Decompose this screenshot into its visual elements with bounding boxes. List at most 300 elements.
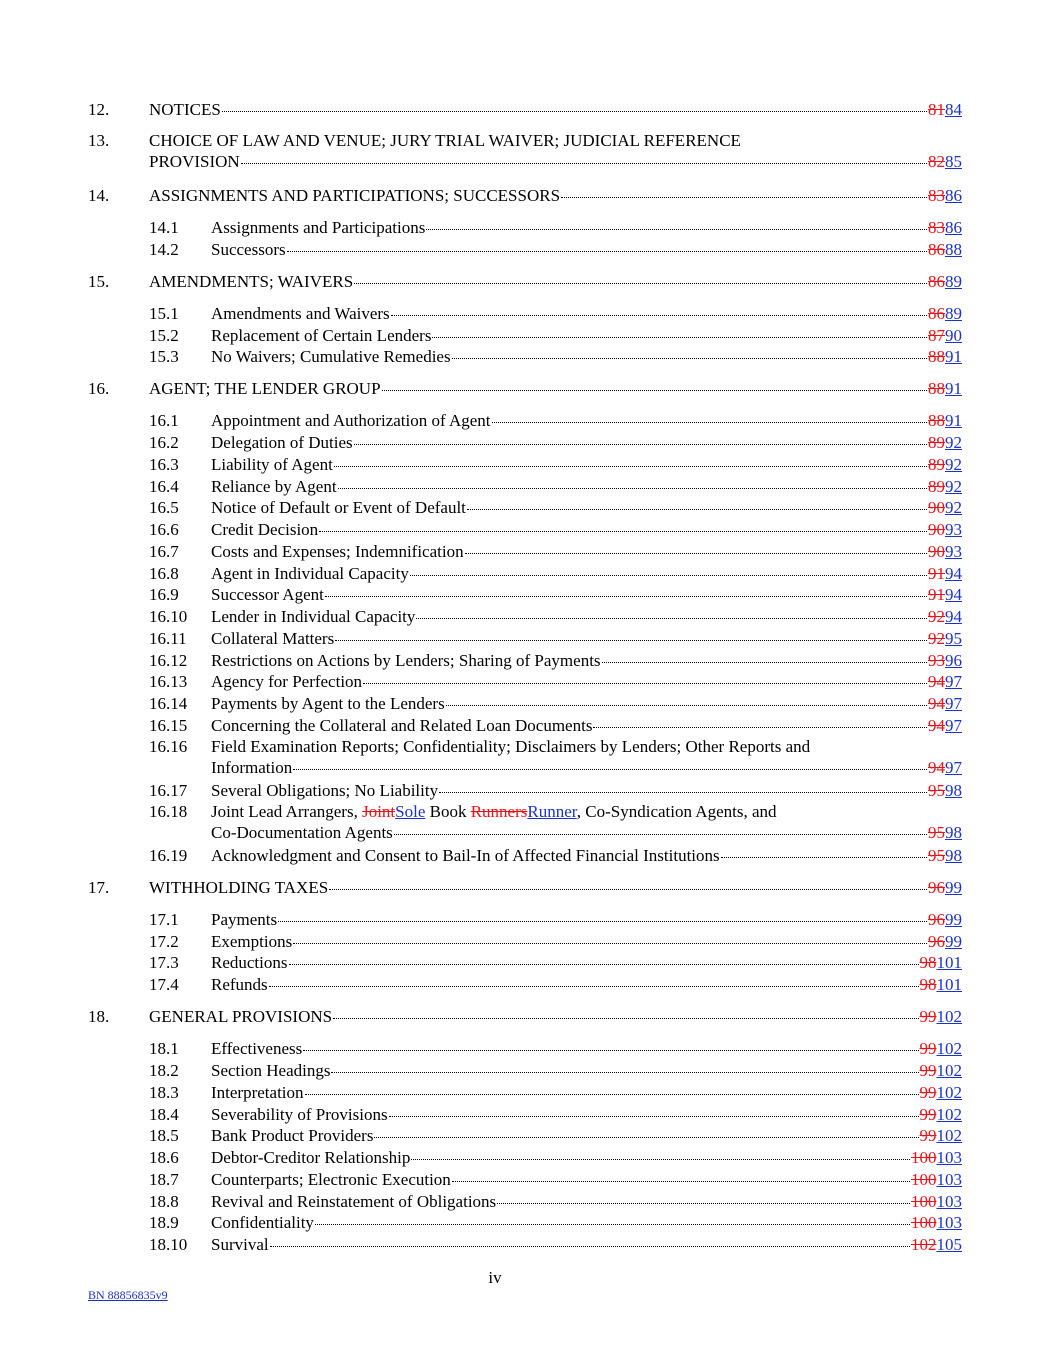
- new-page-number[interactable]: 99: [945, 910, 962, 929]
- toc-entry-title: Severability of Provisions: [211, 1105, 388, 1124]
- toc-entry-number: 15.1: [149, 304, 179, 323]
- toc-page-ref[interactable]: [928, 498, 962, 518]
- toc-page-ref[interactable]: [920, 1007, 963, 1027]
- dot-leader: [315, 1224, 910, 1225]
- old-page-number: 100: [911, 1192, 937, 1211]
- old-page-number: 99: [919, 1083, 937, 1102]
- toc-line-continued: [211, 758, 962, 778]
- dot-leader: [492, 422, 927, 423]
- inserted-text: Runner: [527, 802, 577, 821]
- toc-page-ref[interactable]: [928, 240, 962, 260]
- toc-page-ref[interactable]: [920, 1061, 963, 1081]
- old-page-number: 89: [928, 455, 945, 474]
- toc-line: [149, 1170, 962, 1190]
- toc-entry-number: 16.5: [149, 498, 179, 517]
- new-page-number[interactable]: 97: [945, 694, 962, 713]
- toc-entry-number: 17.3: [149, 953, 179, 972]
- toc-entry-title: Notice of Default or Event of Default: [211, 498, 466, 517]
- toc-entry-title: Reductions: [211, 953, 288, 972]
- old-page-number: 94: [928, 694, 945, 713]
- toc-entry-title: Interpretation: [211, 1083, 304, 1102]
- dot-leader: [374, 1137, 918, 1138]
- toc-page-ref[interactable]: [928, 781, 962, 801]
- toc-line: [88, 186, 962, 206]
- toc-entry-title: Acknowledgment and Consent to Bail-In of Affected Financial Institutions: [211, 846, 720, 865]
- toc-entry-number: 18.2: [149, 1061, 179, 1080]
- toc-line: [88, 100, 962, 120]
- toc-entry-number: 16.17: [149, 781, 188, 800]
- new-page-number[interactable]: 95: [945, 629, 962, 648]
- toc-line: [149, 932, 962, 952]
- new-page-number[interactable]: 97: [945, 672, 962, 691]
- toc-entry-number: 16.16: [149, 737, 188, 756]
- new-page-number[interactable]: 91: [945, 379, 962, 398]
- toc-page-ref[interactable]: [928, 477, 962, 497]
- dot-leader: [329, 889, 927, 890]
- toc-entry-title: Concerning the Collateral and Related Loan Documents: [211, 716, 593, 735]
- toc-page-ref[interactable]: [928, 347, 962, 367]
- dot-leader: [446, 705, 927, 706]
- toc-page-ref[interactable]: [928, 716, 962, 736]
- dot-leader: [278, 921, 927, 922]
- new-page-number[interactable]: 92: [945, 433, 962, 452]
- new-page-number[interactable]: 98: [945, 781, 962, 800]
- new-page-number[interactable]: 92: [945, 477, 962, 496]
- old-page-number: 86: [928, 272, 945, 291]
- new-page-number[interactable]: 97: [945, 716, 962, 735]
- new-page-number[interactable]: 97: [945, 758, 962, 777]
- toc-page-ref[interactable]: [928, 186, 962, 206]
- toc-entry-number: 18.4: [149, 1105, 179, 1124]
- dot-leader: [289, 964, 919, 965]
- toc-entry-title: Costs and Expenses; Indemnification: [211, 542, 464, 561]
- toc-line-continued: [149, 152, 962, 172]
- toc-page-ref[interactable]: [920, 1039, 963, 1059]
- dot-leader: [270, 1246, 910, 1247]
- old-page-number: 90: [928, 542, 945, 561]
- toc-page-ref[interactable]: [911, 1170, 962, 1190]
- new-page-number[interactable]: 102: [936, 1039, 962, 1058]
- toc-page-ref[interactable]: [911, 1192, 962, 1212]
- toc-page-ref[interactable]: [928, 629, 962, 649]
- toc-page-ref[interactable]: [928, 932, 962, 952]
- dot-leader: [354, 283, 927, 284]
- dot-leader: [293, 943, 927, 944]
- toc-line: [149, 433, 962, 453]
- toc-line: [149, 716, 962, 736]
- toc-entry-title: Amendments and Waivers: [211, 304, 390, 323]
- dot-leader: [411, 1159, 910, 1160]
- old-page-number: 94: [928, 758, 945, 777]
- toc-page-ref[interactable]: [920, 1126, 963, 1146]
- old-page-number: 88: [928, 379, 945, 398]
- toc-entry-title: Confidentiality: [211, 1213, 314, 1232]
- toc-page-ref[interactable]: [928, 694, 962, 714]
- toc-entry-number: 18.10: [149, 1235, 188, 1254]
- old-page-number: 98: [919, 975, 937, 994]
- toc-entry-number: 15.2: [149, 326, 179, 345]
- toc-entry-number: 16.15: [149, 716, 188, 735]
- old-page-number: 96: [928, 932, 945, 951]
- dot-leader: [319, 531, 927, 532]
- new-page-number[interactable]: 103: [936, 1148, 962, 1167]
- toc-line: [149, 240, 962, 260]
- toc-line: [88, 131, 962, 151]
- toc-entry-number: 17.1: [149, 910, 179, 929]
- toc-entry-title-continued: Information: [211, 758, 293, 777]
- old-page-number: 83: [928, 186, 945, 205]
- toc-entry-number: 18.5: [149, 1126, 179, 1145]
- dot-leader: [331, 1072, 918, 1073]
- dot-leader: [335, 640, 927, 641]
- new-page-number[interactable]: 93: [945, 542, 962, 561]
- old-page-number: 102: [911, 1235, 937, 1254]
- toc-entry-number: 17.4: [149, 975, 179, 994]
- toc-entry-number: 16.6: [149, 520, 179, 539]
- toc-entry-title: Liability of Agent: [211, 455, 333, 474]
- toc-entry-title: Several Obligations; No Liability: [211, 781, 439, 800]
- toc-entry-number: 15.3: [149, 347, 179, 366]
- toc-entry-number: 16.1: [149, 411, 179, 430]
- toc-entry-title: Payments: [211, 910, 278, 929]
- new-page-number[interactable]: 102: [936, 1105, 962, 1124]
- toc-page-ref[interactable]: [920, 975, 963, 995]
- old-page-number: 95: [928, 823, 945, 842]
- deleted-text: Joint: [362, 802, 396, 821]
- new-page-number[interactable]: 91: [945, 347, 962, 366]
- toc-line: [88, 878, 962, 898]
- old-page-number: 100: [911, 1213, 937, 1232]
- toc-entry-title: GENERAL PROVISIONS: [149, 1007, 333, 1026]
- toc-page-ref[interactable]: [928, 433, 962, 453]
- toc-entry-title: [211, 802, 777, 822]
- toc-line: [149, 1061, 962, 1081]
- toc-page-ref[interactable]: [928, 326, 962, 346]
- toc-page-ref[interactable]: [928, 542, 962, 562]
- toc-entry-number: 16.8: [149, 564, 179, 583]
- toc-line: [88, 272, 962, 292]
- toc-entry-number: 12.: [88, 100, 110, 119]
- dot-leader: [467, 509, 927, 510]
- document-id-link[interactable]: BN 88856835v9: [88, 1288, 168, 1302]
- title-text: Book: [425, 802, 471, 821]
- dot-leader: [338, 488, 927, 489]
- new-page-number[interactable]: 92: [945, 455, 962, 474]
- dot-leader: [363, 683, 927, 684]
- toc-line: [149, 953, 962, 973]
- toc-line: [149, 1235, 962, 1255]
- toc-entry-number: 16.14: [149, 694, 188, 713]
- dot-leader: [354, 444, 927, 445]
- new-page-number[interactable]: 102: [936, 1083, 962, 1102]
- old-page-number: 91: [928, 564, 945, 583]
- dot-leader: [293, 769, 927, 770]
- dot-leader: [389, 1116, 919, 1117]
- toc-entry-title: Section Headings: [211, 1061, 331, 1080]
- toc-line: [149, 1039, 962, 1059]
- new-page-number[interactable]: 94: [945, 564, 962, 583]
- toc-line: [149, 1213, 962, 1233]
- toc-page-ref[interactable]: [911, 1235, 962, 1255]
- toc-entry-title: Lender in Individual Capacity: [211, 607, 416, 626]
- toc-line: [149, 498, 962, 518]
- dot-leader: [222, 111, 927, 112]
- old-page-number: 96: [928, 878, 945, 897]
- new-page-number[interactable]: 88: [945, 240, 962, 259]
- toc-entry-title: Restrictions on Actions by Lenders; Sharing of Payments: [211, 651, 601, 670]
- toc-page-ref[interactable]: [928, 100, 962, 120]
- old-page-number: 90: [928, 520, 945, 539]
- toc-page-ref[interactable]: [928, 520, 962, 540]
- new-page-number[interactable]: 101: [936, 975, 962, 994]
- toc-entry-title: Bank Product Providers: [211, 1126, 374, 1145]
- toc-entry-number: 18.9: [149, 1213, 179, 1232]
- toc-page-ref[interactable]: [928, 878, 962, 898]
- old-page-number: 95: [928, 846, 945, 865]
- toc-page-ref[interactable]: [928, 585, 962, 605]
- toc-line: [149, 1126, 962, 1146]
- old-page-number: 91: [928, 585, 945, 604]
- toc-page-ref[interactable]: [928, 218, 962, 238]
- toc-page-ref[interactable]: [920, 1083, 963, 1103]
- old-page-number: 99: [919, 1126, 937, 1145]
- new-page-number[interactable]: 89: [945, 304, 962, 323]
- old-page-number: 95: [928, 781, 945, 800]
- old-page-number: 92: [928, 607, 945, 626]
- toc-entry-number: 17.: [88, 878, 110, 897]
- old-page-number: 89: [928, 477, 945, 496]
- toc-line: [149, 542, 962, 562]
- toc-line: [149, 802, 962, 822]
- dot-leader: [382, 390, 927, 391]
- toc-line: [149, 585, 962, 605]
- toc-entry-number: 15.: [88, 272, 110, 291]
- toc-entry-number: 16.11: [149, 629, 187, 648]
- dot-leader: [325, 596, 927, 597]
- old-page-number: 83: [928, 218, 945, 237]
- old-page-number: 82: [928, 152, 945, 171]
- toc-entry-number: 17.2: [149, 932, 179, 951]
- new-page-number[interactable]: 98: [945, 846, 962, 865]
- toc-line: [149, 651, 962, 671]
- dot-leader: [452, 358, 927, 359]
- toc-line: [149, 520, 962, 540]
- dot-leader: [269, 986, 919, 987]
- new-page-number[interactable]: 89: [945, 272, 962, 291]
- toc-entry-title: Assignments and Participations: [211, 218, 426, 237]
- toc-page-ref[interactable]: [928, 455, 962, 475]
- toc-page-ref[interactable]: [911, 1148, 962, 1168]
- toc-entry-number: 14.1: [149, 218, 179, 237]
- toc-page-ref[interactable]: [928, 910, 962, 930]
- new-page-number[interactable]: 90: [945, 326, 962, 345]
- toc-entry-title: Agent in Individual Capacity: [211, 564, 409, 583]
- toc-line: [149, 1148, 962, 1168]
- toc-line: [149, 975, 962, 995]
- toc-entry-title: No Waivers; Cumulative Remedies: [211, 347, 451, 366]
- toc-entry-title: WITHHOLDING TAXES: [149, 878, 329, 897]
- toc-entry-number: 16.: [88, 379, 110, 398]
- toc-page-ref[interactable]: [928, 758, 962, 778]
- new-page-number[interactable]: 103: [936, 1170, 962, 1189]
- toc-entry-title: Field Examination Reports; Confidentiality; Disclaimers by Lenders; Other Reports and: [211, 737, 811, 756]
- new-page-number[interactable]: 102: [936, 1061, 962, 1080]
- dot-leader: [561, 197, 927, 198]
- toc-entry-title-continued: PROVISION: [149, 152, 240, 171]
- toc-page-ref[interactable]: [911, 1213, 962, 1233]
- toc-entry-title: Exemptions: [211, 932, 293, 951]
- toc-entry-number: 18.1: [149, 1039, 179, 1058]
- toc-entry-title: NOTICES: [149, 100, 221, 119]
- toc-entry-title: Revival and Reinstatement of Obligations: [211, 1192, 497, 1211]
- old-page-number: 99: [919, 1039, 937, 1058]
- dot-leader: [602, 662, 927, 663]
- new-page-number[interactable]: 94: [945, 607, 962, 626]
- toc-line: [149, 737, 962, 757]
- toc-line: [149, 607, 962, 627]
- toc-entry-title: Successor Agent: [211, 585, 324, 604]
- toc-line: [149, 326, 962, 346]
- toc-line: [149, 910, 962, 930]
- title-text: , Co-Syndication Agents, and: [576, 802, 777, 821]
- toc-entry-number: 18.7: [149, 1170, 179, 1189]
- old-page-number: 93: [928, 651, 945, 670]
- old-page-number: 94: [928, 716, 945, 735]
- inserted-text: Sole: [395, 802, 426, 821]
- toc-page-ref[interactable]: [928, 411, 962, 431]
- toc-page-ref[interactable]: [928, 304, 962, 324]
- old-page-number: 96: [928, 910, 945, 929]
- toc-entry-number: 16.2: [149, 433, 179, 452]
- toc-entry-title: Successors: [211, 240, 286, 259]
- toc-entry-title: Credit Decision: [211, 520, 319, 539]
- toc-line: [149, 347, 962, 367]
- new-page-number[interactable]: 93: [945, 520, 962, 539]
- toc-entry-title: AGENT; THE LENDER GROUP: [149, 379, 381, 398]
- toc-entry-title: Refunds: [211, 975, 268, 994]
- toc-line: [149, 781, 962, 801]
- old-page-number: 99: [919, 1105, 937, 1124]
- toc-entry-title: Survival: [211, 1235, 269, 1254]
- page-number: iv: [488, 1268, 502, 1287]
- new-page-number[interactable]: 99: [945, 878, 962, 897]
- new-page-number[interactable]: 85: [945, 152, 962, 171]
- dot-leader: [416, 618, 927, 619]
- new-page-number[interactable]: 86: [945, 218, 962, 237]
- title-text: Joint Lead Arrangers,: [211, 802, 363, 821]
- toc-line: [149, 672, 962, 692]
- old-page-number: 89: [928, 433, 945, 452]
- toc-entry-number: 16.10: [149, 607, 188, 626]
- toc-entry-title: Debtor-Creditor Relationship: [211, 1148, 411, 1167]
- new-page-number[interactable]: 92: [945, 498, 962, 517]
- toc-entry-title: CHOICE OF LAW AND VENUE; JURY TRIAL WAIVER; JUDICIAL REFERENCE: [149, 131, 741, 150]
- new-page-number[interactable]: 91: [945, 411, 962, 430]
- toc-line: [149, 218, 962, 238]
- new-page-number[interactable]: 94: [945, 585, 962, 604]
- toc-entry-number: 16.12: [149, 651, 188, 670]
- toc-entry-number: 16.3: [149, 455, 179, 474]
- toc-entry-title: Appointment and Authorization of Agent: [211, 411, 491, 430]
- toc-line: [149, 629, 962, 649]
- dot-leader: [287, 251, 927, 252]
- dot-leader: [497, 1203, 910, 1204]
- dot-leader: [410, 575, 927, 576]
- new-page-number[interactable]: 86: [945, 186, 962, 205]
- dot-leader: [452, 1181, 910, 1182]
- new-page-number[interactable]: 96: [945, 651, 962, 670]
- toc-line: [149, 304, 962, 324]
- old-page-number: 90: [928, 498, 945, 517]
- toc-line: [149, 477, 962, 497]
- new-page-number[interactable]: 101: [936, 953, 962, 972]
- toc-page-ref[interactable]: [920, 953, 963, 973]
- toc-page-ref[interactable]: [928, 651, 962, 671]
- toc-page-ref[interactable]: [928, 379, 962, 399]
- toc-entry-title: Agency for Perfection: [211, 672, 363, 691]
- toc-entry-number: 16.13: [149, 672, 188, 691]
- toc-entry-number: 16.18: [149, 802, 188, 821]
- toc-entry-number: 18.6: [149, 1148, 179, 1167]
- toc-entry-title: Payments by Agent to the Lenders: [211, 694, 445, 713]
- toc-page-ref[interactable]: [928, 672, 962, 692]
- toc-entry-number: 14.2: [149, 240, 179, 259]
- toc-entry-title: Effectiveness: [211, 1039, 303, 1058]
- new-page-number[interactable]: 103: [936, 1192, 962, 1211]
- dot-leader: [303, 1050, 918, 1051]
- dot-leader: [334, 466, 927, 467]
- toc-entry-number: 18.: [88, 1007, 110, 1026]
- old-page-number: 87: [928, 326, 945, 345]
- new-page-number[interactable]: 98: [945, 823, 962, 842]
- toc-entry-title-continued: Co-Documentation Agents: [211, 823, 393, 842]
- dot-leader: [721, 857, 927, 858]
- toc-entry-title: Collateral Matters: [211, 629, 335, 648]
- old-page-number: 98: [919, 953, 937, 972]
- toc-page-ref[interactable]: [928, 152, 962, 172]
- toc-line: [88, 379, 962, 399]
- toc-page-ref[interactable]: [928, 846, 962, 866]
- toc-line: [149, 455, 962, 475]
- toc-line: [149, 411, 962, 431]
- new-page-number[interactable]: 102: [936, 1007, 962, 1026]
- toc-page-ref[interactable]: [920, 1105, 963, 1125]
- toc-entry-number: 18.8: [149, 1192, 179, 1211]
- toc-line: [149, 1083, 962, 1103]
- toc-page-ref[interactable]: [928, 564, 962, 584]
- new-page-number[interactable]: 84: [945, 100, 962, 119]
- new-page-number[interactable]: 102: [936, 1126, 962, 1145]
- dot-leader: [241, 163, 927, 164]
- toc-entry-title: AMENDMENTS; WAIVERS: [149, 272, 354, 291]
- toc-line: [149, 846, 962, 866]
- toc-entry-title: ASSIGNMENTS AND PARTICIPATIONS; SUCCESSORS: [149, 186, 561, 205]
- toc-page-ref[interactable]: [928, 607, 962, 627]
- dot-leader: [432, 337, 927, 338]
- old-page-number: 88: [928, 347, 945, 366]
- toc-entry-number: 13.: [88, 131, 110, 150]
- old-page-number: 100: [911, 1148, 937, 1167]
- new-page-number[interactable]: 99: [945, 932, 962, 951]
- new-page-number[interactable]: 105: [936, 1235, 962, 1254]
- toc-page-ref[interactable]: [928, 823, 962, 843]
- new-page-number[interactable]: 103: [936, 1213, 962, 1232]
- toc-entry-title: Reliance by Agent: [211, 477, 337, 496]
- dot-leader: [394, 834, 927, 835]
- toc-page-ref[interactable]: [928, 272, 962, 292]
- toc-entry-number: 16.19: [149, 846, 188, 865]
- dot-leader: [426, 229, 927, 230]
